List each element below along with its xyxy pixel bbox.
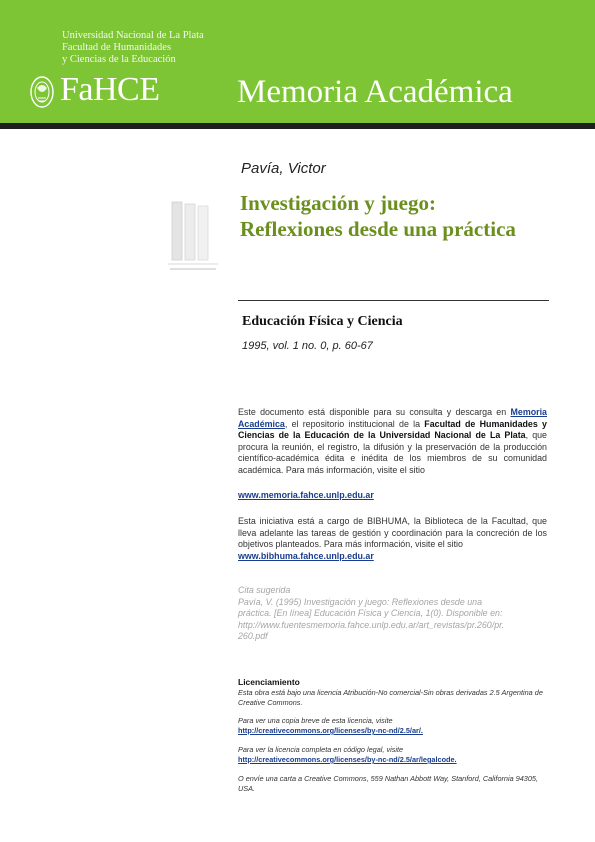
books-logo-icon (168, 200, 220, 275)
suggested-citation (238, 585, 547, 643)
article-title: Investigación y juego: Reflexiones desde una práctica (240, 191, 516, 241)
suggested-citation-heading: Cita sugerida (238, 585, 291, 595)
header-band (0, 0, 595, 123)
suggested-citation-line: práctica. [En línea] Educación Física y Ciencia, 1(0). Disponible en: (238, 608, 503, 619)
license-mail-note: O envíe una carta a Creative Commons, 559 Nathan Abbott Way, Stanford, California 94305, USA. (238, 774, 539, 793)
suggested-citation-line: 260.pdf (238, 631, 268, 642)
header-rule (0, 123, 595, 129)
license-short-note: Para ver una copia breve de esta licencia, visite (238, 716, 393, 725)
faculty-line: Facultad de Humanidades (62, 42, 172, 53)
p1-faculty-name: Facultad de Humanidades y Ciencias de la Educación de la Universidad Nacional de La Plata (238, 418, 547, 441)
p1-text-a: Este documento está disponible para su consulta y descarga en (238, 407, 511, 417)
issue-info: 1995, vol. 1 no. 0, p. 60-67 (242, 340, 373, 352)
university-name (62, 30, 204, 66)
university-seal-icon (29, 74, 55, 110)
p1-text-b: , el repositorio institucional de la (284, 418, 425, 429)
p1-text-c: , que procura la reunión, el registro, la difusión y la preservación de la producción científico-académica édita e inédita de los miembros de su comunidad académica. Para más información, visite el sitio (238, 430, 547, 475)
bibhuma-description: Esta iniciativa está a cargo de BIBHUMA, la Biblioteca de la Facultad, que lleva adelante las tareas de gestión y coordinación para la concreción de los objetivos planteados. Para más información, visite el sitio (238, 516, 547, 550)
license-short-link[interactable]: http://creativecommons.org/licenses/by-nc-nd/2.5/ar/. (238, 726, 423, 735)
university-line: Universidad Nacional de La Plata (62, 30, 204, 41)
journal-name: Educación Física y Ciencia (242, 314, 403, 329)
faculty-line-2: y Ciencias de la Educación (62, 54, 176, 65)
bibhuma-url-link[interactable]: www.bibhuma.fahce.unlp.edu.ar (238, 551, 374, 561)
memoria-url-link[interactable]: www.memoria.fahce.unlp.edu.ar (238, 490, 374, 500)
license-heading: Licenciamiento (238, 677, 300, 687)
suggested-citation-line: http://www.fuentesmemoria.fahce.unlp.edu.ar/art_revistas/pr.260/pr. (238, 619, 505, 630)
license-text: Esta obra está bajo una licencia Atribución-No comercial-Sin obras derivadas 2.5 Argentina de Creative Commons. (238, 688, 543, 707)
license-full-note: Para ver la licencia completa en código legal, visite (238, 745, 404, 754)
title-divider (238, 300, 549, 301)
memoria-academica-link[interactable]: Memoria Académica (238, 407, 547, 429)
article-author: Pavía, Victor (241, 160, 326, 177)
fahce-logo-text: FaHCE (60, 71, 160, 108)
license-full-link[interactable]: http://creativecommons.org/licenses/by-nc-nd/2.5/ar/legalcode. (238, 755, 457, 764)
repository-title: Memoria Académica (237, 74, 513, 110)
suggested-citation-line: Pavía, V. (1995) Investigación y juego: Reflexiones desde una (238, 596, 483, 607)
repository-description (238, 407, 547, 477)
